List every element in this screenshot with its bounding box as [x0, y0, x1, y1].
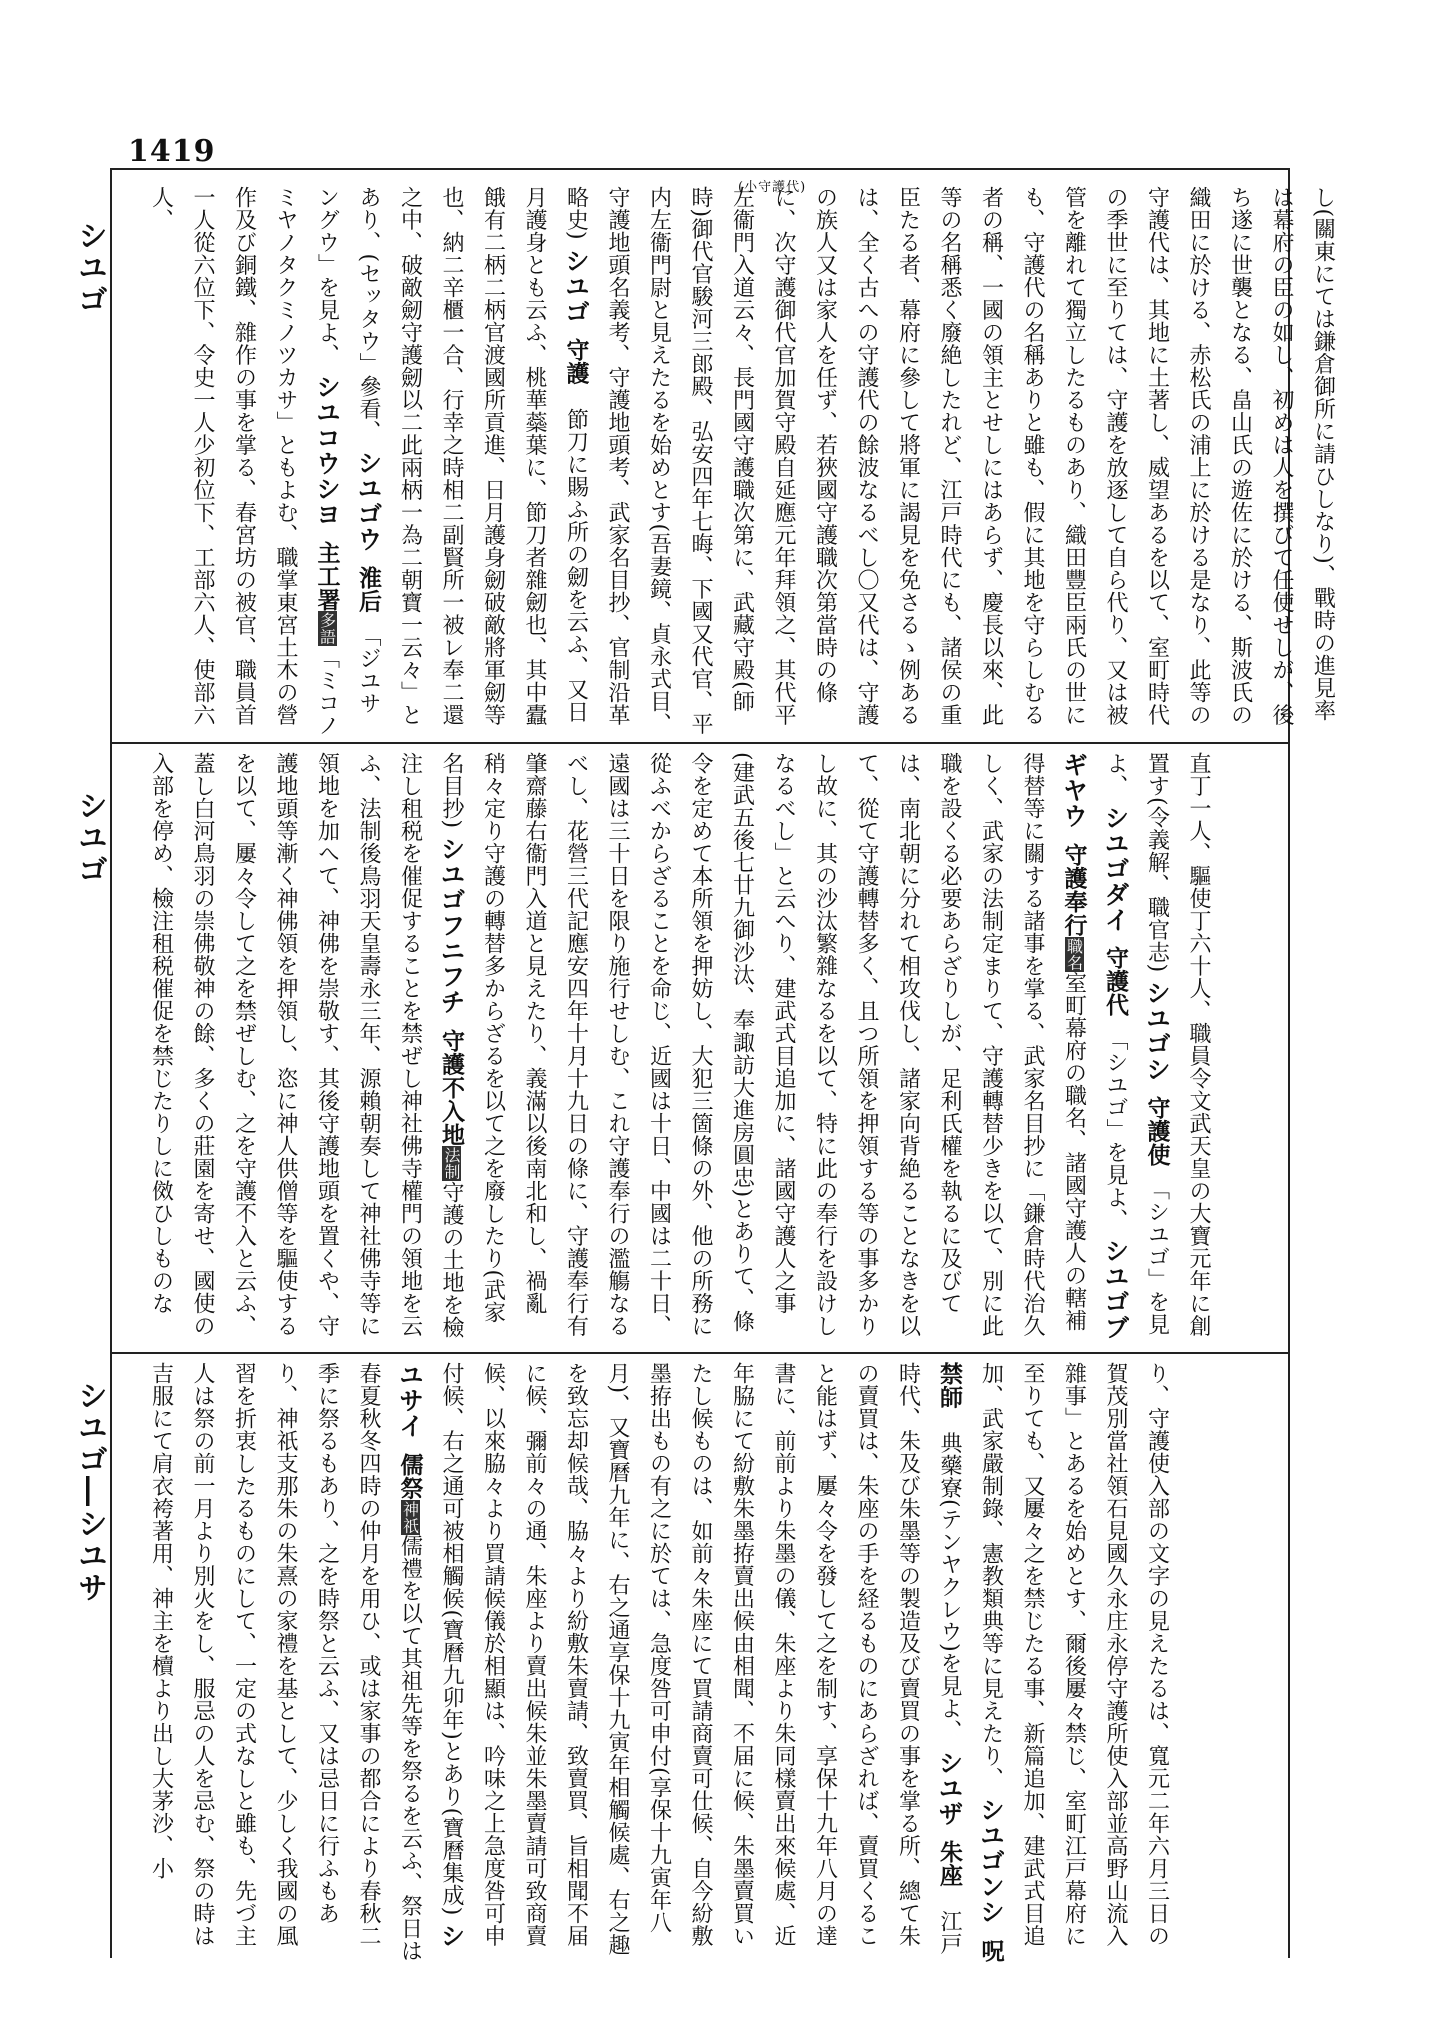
entry-shukousho — [149, 186, 340, 736]
entry-title: 主工署 — [313, 540, 341, 611]
category-tag: 神祇 — [400, 1500, 420, 1534]
entry-title: 守護使 — [1143, 1096, 1171, 1167]
entry-shugodai — [1103, 805, 1128, 1239]
section-divider-1 — [110, 742, 1290, 744]
entry-title: 儒祭 — [396, 1452, 424, 1500]
entry-head: シユゴブギヤウ — [1059, 752, 1130, 1340]
entry-title: 守護代 — [1102, 946, 1129, 1017]
entry-head: シユゴシ — [1142, 980, 1172, 1083]
entry-shugofunyuchi — [149, 752, 465, 1339]
entry-title: 守護 — [562, 338, 590, 386]
category-tag: 法制 — [442, 1147, 461, 1181]
entry-body: 「シユゴ」を見よ、 — [1103, 752, 1170, 1336]
section-divider-2 — [110, 1352, 1290, 1354]
category-tag: 多語 — [317, 612, 337, 645]
continuation-text: 直丁一人、驅使丁六十人、職員令文武天皇の大寶元年に創置す(令義解、職官志) — [1144, 752, 1211, 1337]
entry-head: シユゴフニフチ — [437, 836, 466, 1015]
side-label-bottom: シユゴ―シユサ — [72, 1380, 107, 1604]
entry-title: 淮后 — [355, 566, 382, 614]
side-label-middle: シユゴ — [72, 790, 107, 886]
entry-head: シユザ — [935, 1749, 964, 1827]
entry-body: 江戸時代、朱及び朱墨等の製造及び賣買の事を掌る所、總て朱の賣買は、朱座の手を経るものにあらざれば、賣買くること能はず、屢々令を發して之を制す、享保十九年八月の達書に、前前より朱墨の儀、朱座より朱同樣賣出來候處、近年脇にて紛敷朱墨拵賣出候由相聞、不届に候、朱墨賣買いたし候ものは、如前々朱座にて買請商賣可仕候、自今紛敷墨拵出もの有之に於ては、急度咎可申付(享保十九寅年八月)、又寶曆九年に、右之通享保十九寅年相觸候處、右之趣を致忘却候哉、脇々より紛敷朱賣請、致賣買、旨相聞不届に候、彌前々の通、朱座より賣出候朱並朱墨賣請可致商賣候、以來脇々より買請候儀於相顯は、吟味之上急度咎可申付候、右之通可被相觸候(寶曆九卯年)とあり(寶曆集成) — [439, 1362, 962, 1957]
entry-head: シユゴ — [561, 247, 591, 325]
continuation-text: り、守護使入部の文字の見えたるは、寬元二年六月三日の賀茂別當社領石見國久永庄永停守護所使入部並高野山流入雜事」とあるを始めとす、爾後屢々禁じ、室町江戸幕府に至りても、又屢々之を禁じたる事、新篇追加、建武式目追加、武家嚴制錄、憲教類典等に見えたり、 — [978, 1362, 1170, 1947]
entry-head: シユサイ — [395, 1362, 466, 1949]
section-top — [140, 186, 1336, 736]
entry-title: 守護奉行 — [1060, 842, 1088, 937]
entry-jusai — [149, 1362, 465, 1962]
entry-head: シユゴンシ — [976, 1797, 1006, 1925]
entry-head: シユコウシヨ — [312, 373, 342, 527]
entry-body: 「ミコノミヤノタクミノツカサ」ともよむ、職掌東宮土木の營作及び銅鐵、雜作の事を掌る、春宮坊の被官、職員首一人從六位下、令史一人少初位下、工部六人、使部六人、 — [148, 186, 340, 736]
entry-body: 儒禮を以て其祖先等を祭るを云ふ、祭日は春夏秋冬四時の仲月を用ひ、或は家事の都合により春秋二季に祭るもあり、之を時祭と云ふ、又は忌日に行ふもあり、神祇支那朱の朱熹の家禮を基として、少しく我國の風習を折衷したるものにして、一定の式なしと雖も、先づ主人は祭の前一月より別火をし、服忌の人を忌む、祭の時は吉服にて肩衣袴著用、神主を櫝より出し大茅沙、小 — [148, 1362, 423, 1962]
section-bottom — [140, 1362, 1260, 1962]
entry-head: シユゴウ — [354, 450, 383, 553]
category-tag: 職名 — [1064, 937, 1084, 971]
entry-title: 朱座 — [936, 1840, 963, 1888]
entry-shugo — [356, 186, 589, 726]
entry-head: シユゴダイ — [1101, 804, 1130, 932]
side-label-top: シユゴ — [72, 220, 107, 316]
section-middle — [140, 752, 1260, 1346]
entry-shuza — [439, 1362, 962, 1956]
entry-body: 「シユゴ」を見よ、 — [1103, 1039, 1128, 1231]
entry-body: 典藥寮(テンヤクレウ)を見よ、 — [937, 1431, 962, 1743]
continuation-text: し(關東にては鎌倉御所に請ひしなり)、戰時の進見率は幕府の臣の如し、初めは人を撰びて任使せしが、後ち遂に世襲となる、畠山氏の遊佐に於ける、斯波氏の織田に於ける、赤松氏の浦上に於ける是なり、此等の守護代は、其地に土著し、威望あるを以て、室町時代の季世に至りては、守護を放逐して自ら代り、又は被管を離れて獨立したるものあり、織田豐臣兩氏の世にも、守護代の名稱ありと雖も、假に其地を守らしむる者の稱、一國の領主とせしにはあらず、慶長以來、此等の名稱悉く廢絶したれど、江戸時代にも、諸侯の重臣たる者、幕府に參して將軍に謁見を免さるゝ例あるは、全く古への守護代の餘波なるべし〇又代は、守護の族人又は家人を任ず、若狹國守護職次第當時の條に、次守護御代官加賀守殿自延應元年拜領之、其代平左衞門入道云々、長門國守護職次第に、武藏守殿(師時)御代官駿河三郎殿、弘安四年七晦、下國又代官、平内左衞門尉と見えたるを始めとす(吾妻鏡、貞永式目、守護地頭名義考、守護地頭考、武家名目抄、官制沿革略史) — [563, 186, 1336, 736]
page-number: 1419 — [128, 134, 216, 169]
entry-body: 「ジユサングウ」を見よ、 — [314, 186, 381, 715]
entry-body: 節刀に賜ふ所の劒を云ふ、又日月護身とも云ふ、桃華蘂葉に、節刀者雜劒也、其中蠹餓有二柄二柄官渡國所貢進、日月護身劒破敵將軍劒等也、納二辛櫃一合、行幸之時相二副賢所一被レ奉二還之中、破敵劒守護劒以二此兩柄一為二朝寶一云々」とあり、(セッタウ」參看、 — [356, 186, 589, 726]
running-title: (小守護代) — [738, 180, 807, 195]
entry-body: 室町幕府の職名、諸國守護人の轄補得替等に關する諸事を掌る、武家名目抄に「鎌倉時代治久しく、武家の法制定まりて、守護轉替少きを以て、別に此職を設くる必要あらざりしが、足利氏權を執るに及びては、南北朝に分れて相攻伐し、諸家向背絶ることなきを以て、從て守護轉替多く、且つ所領を押領する等の事多かりし故に、其の沙汰繁雜なるを以て、特に此の奉行を設けしなるべし」と云へり、建武式目追加に、諸國守護人之事(建武五後七廿九御沙汰、奉諏訪大進房圓忠)とありて、條令を定めて本所領を押妨し、大犯三箇條の外、他の所務に從ふべからざることを命じ、近國は十日、中國は二十日、遠國は三十日を限り施行せしむ、これ守護奉行の濫觴なるべし、花營三代記應安四年十月十九日の條に、守護奉行有肇齋藤右衞門入道と見えたり、義滿以後南北和し、禍亂稍々定り守護の轉替多からざるを以て之を廢したり(武家名目抄) — [439, 752, 1087, 1337]
entry-shugobugyou — [439, 752, 1128, 1340]
entry-body: 守護の土地を檢注し租税を催促することを禁ぜし神社佛寺權門の領地を云ふ、法制後鳥羽天皇壽永三年、源賴朝奏して神社佛寺等に領地を加へて、神佛を崇敬す、其後守護地頭を置くや、守護地頭等漸く神佛領を押領し、恣に神人供僧等を驅使するを以て、屢々令して之を禁ぜしむ、之を守護不入と云ふ、蓋し白河鳥羽の崇佛敬神の餘、多くの莊園を寄せ、國使の入部を停め、檢注租税催促を禁じたりしに傚ひしものな — [148, 752, 464, 1339]
entry-title: 守護不入地 — [438, 1028, 465, 1147]
entry-title: 呪禁師 — [936, 1362, 1005, 1962]
